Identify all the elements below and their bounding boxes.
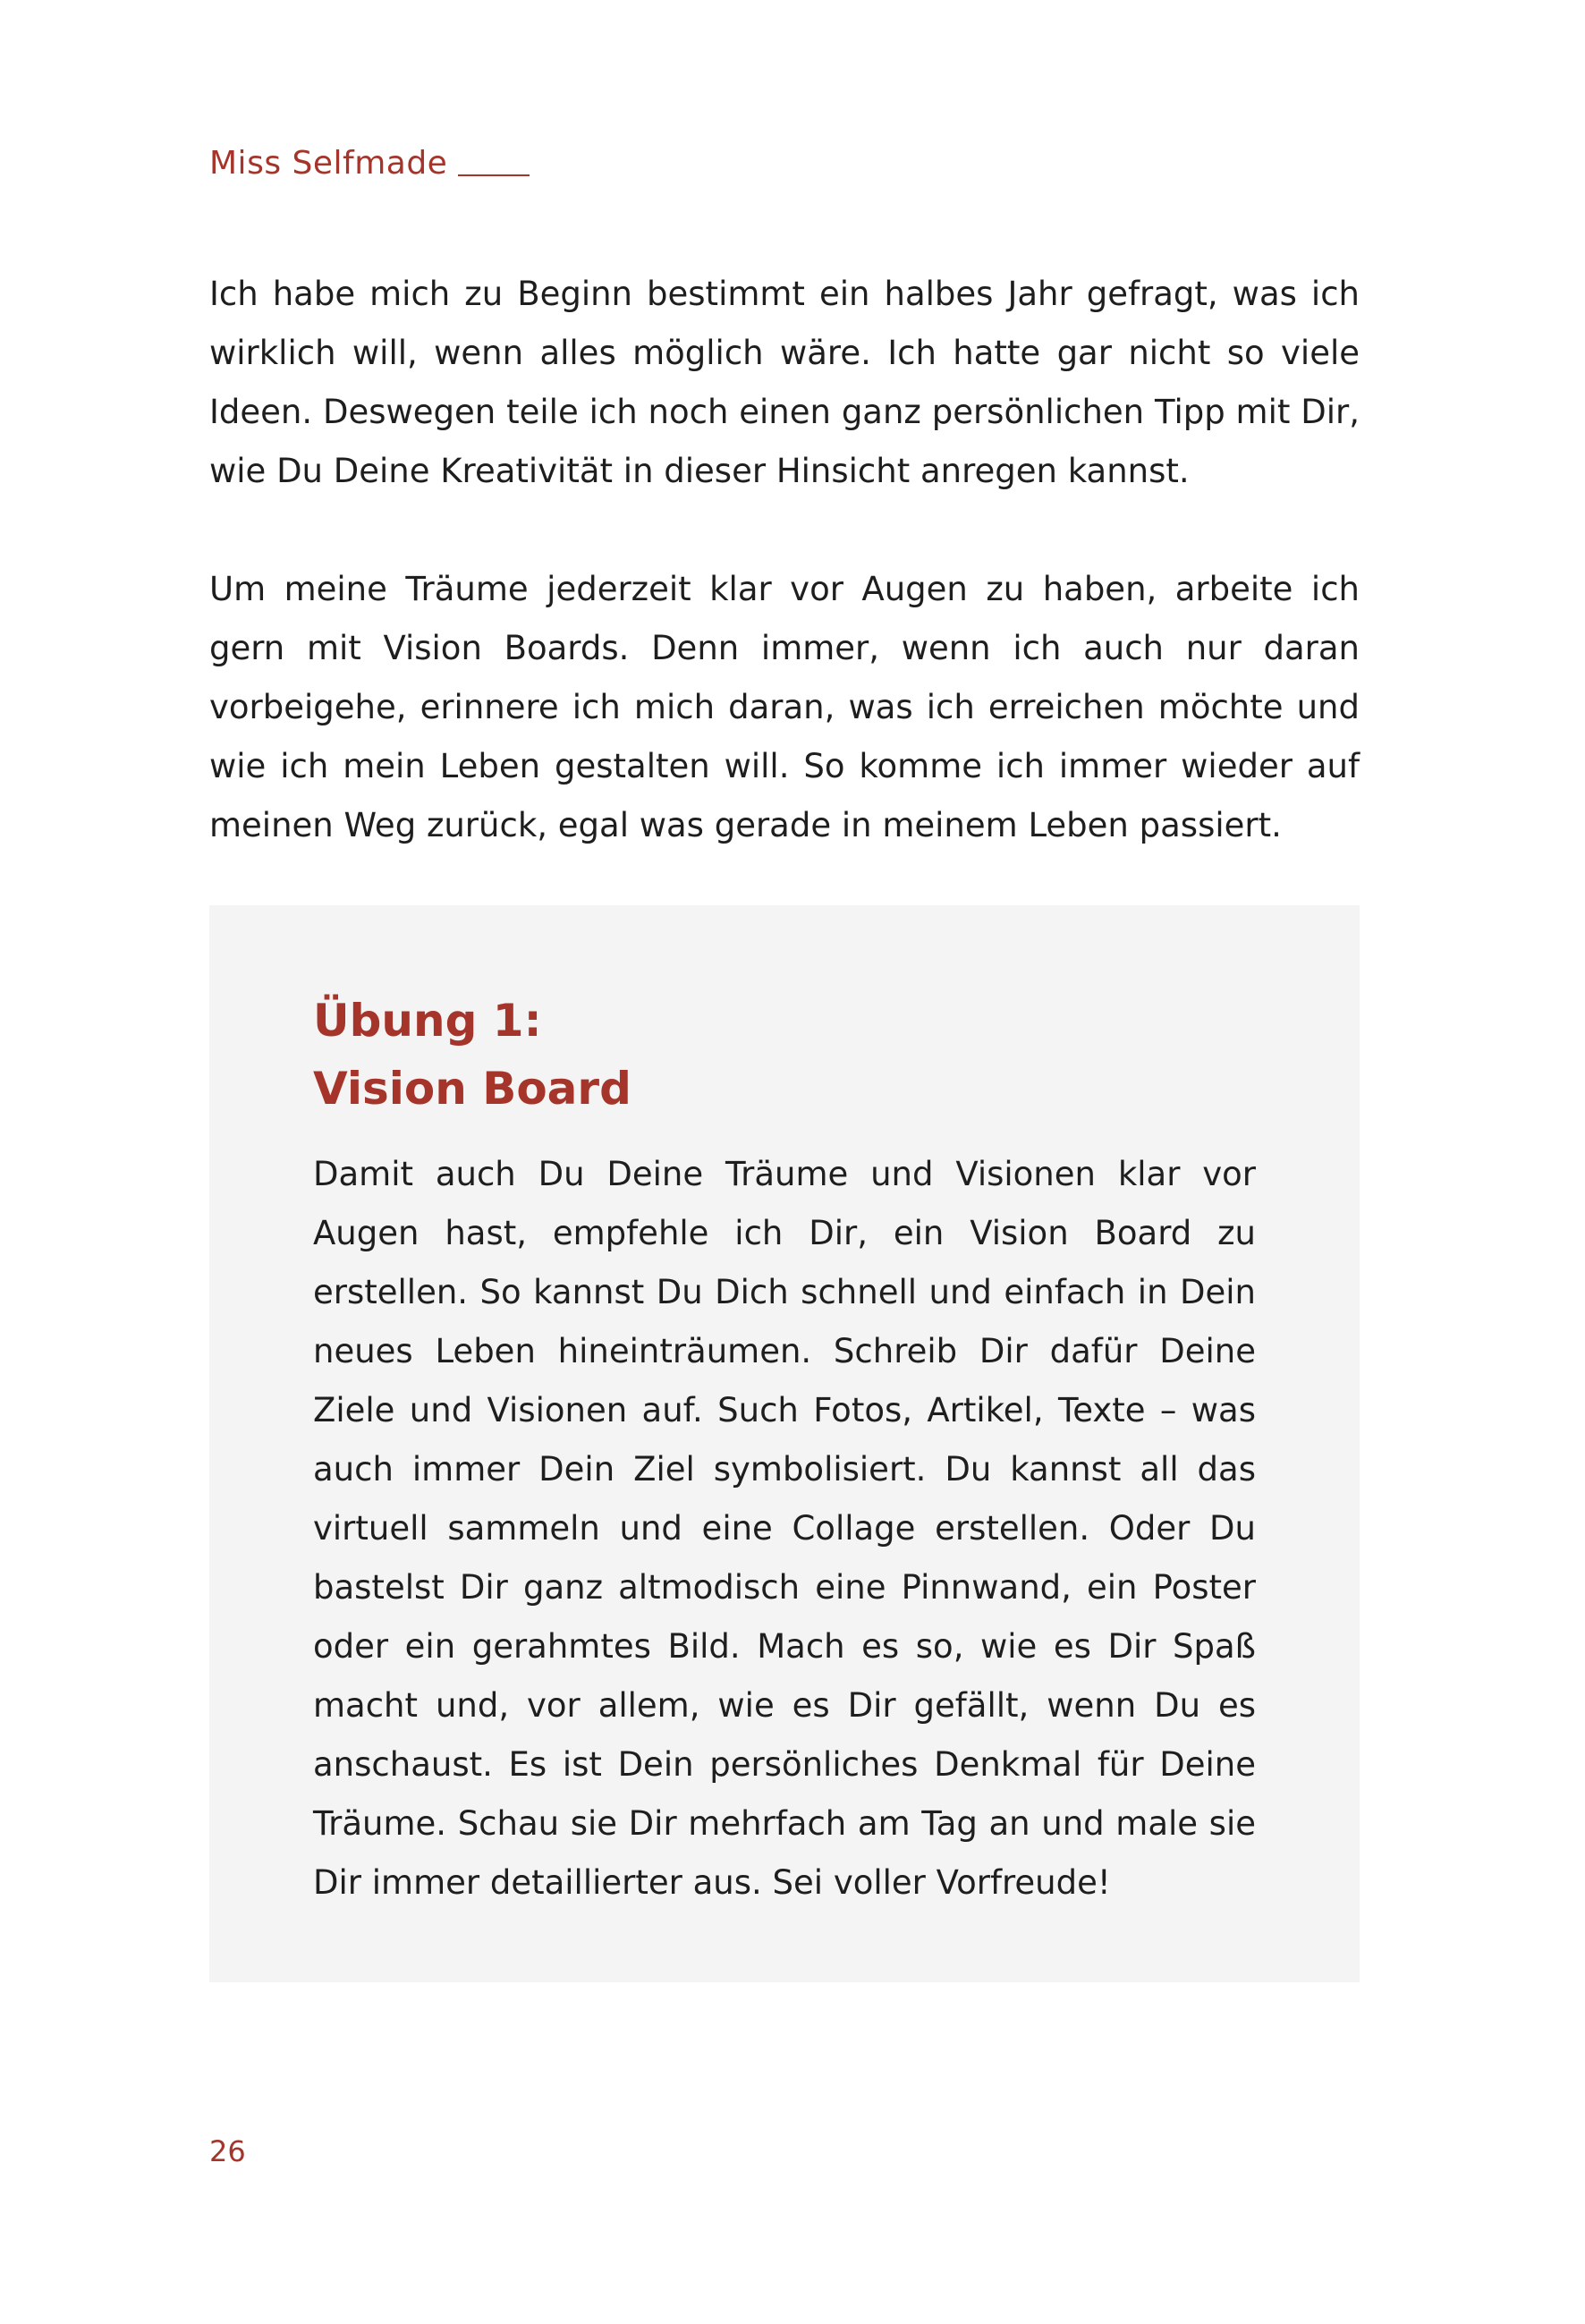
running-header	[209, 143, 530, 184]
page-number: 26	[209, 2134, 246, 2168]
body-paragraph-2: Um meine Träume jederzeit klar vor Augen zu haben, arbeite ich gern mit Vision Boards. Denn immer, wenn ich auch nur daran vorbeigehe, erinnere ich mich daran, was ich erreichen möchte und wie ich mein Leben gestalten will. So komme ich immer wieder auf meinen Weg zurück, egal was gerade in meinem Leben passiert.	[209, 570, 1360, 844]
exercise-label: Übung 1:	[313, 995, 542, 1047]
running-header-title: Miss Selfmade	[209, 145, 448, 182]
exercise-text: Damit auch Du Deine Träume und Visionen klar vor Augen hast, empfehle ich Dir, ein Vision Board zu erstellen. So kannst Du Dich schnell und einfach in Dein neues Leben hineinträumen. Schreib Dir dafür Deine Ziele und Visionen auf. Such Fotos, Artikel, Texte – was auch immer Dein Ziel symbolisiert. Du kannst all das virtuell sammeln und eine Collage erstellen. Oder Du bastelst Dir ganz altmodisch eine Pinnwand, ein Poster oder ein gerahmtes Bild. Mach es so, wie es Dir Spaß macht und, vor allem, wie es Dir gefällt, wenn Du es anschaust. Es ist Dein persönliches Denkmal für Deine Träume. Schau sie Dir mehrfach am Tag an und male sie Dir immer detaillierter aus. Sei voller Vorfreude!	[313, 1155, 1256, 1902]
exercise-box	[209, 905, 1360, 1982]
running-header-rule	[458, 174, 530, 176]
exercise-title: Vision Board	[313, 1063, 631, 1115]
body-paragraph-1: Ich habe mich zu Beginn bestimmt ein halbes Jahr gefragt, was ich wirklich will, wenn alles möglich wäre. Ich hatte gar nicht so viele Ideen. Deswegen teile ich noch einen ganz persönlichen Tipp mit Dir, wie Du Deine Kreativität in dieser Hinsicht anregen kannst.	[209, 275, 1360, 490]
